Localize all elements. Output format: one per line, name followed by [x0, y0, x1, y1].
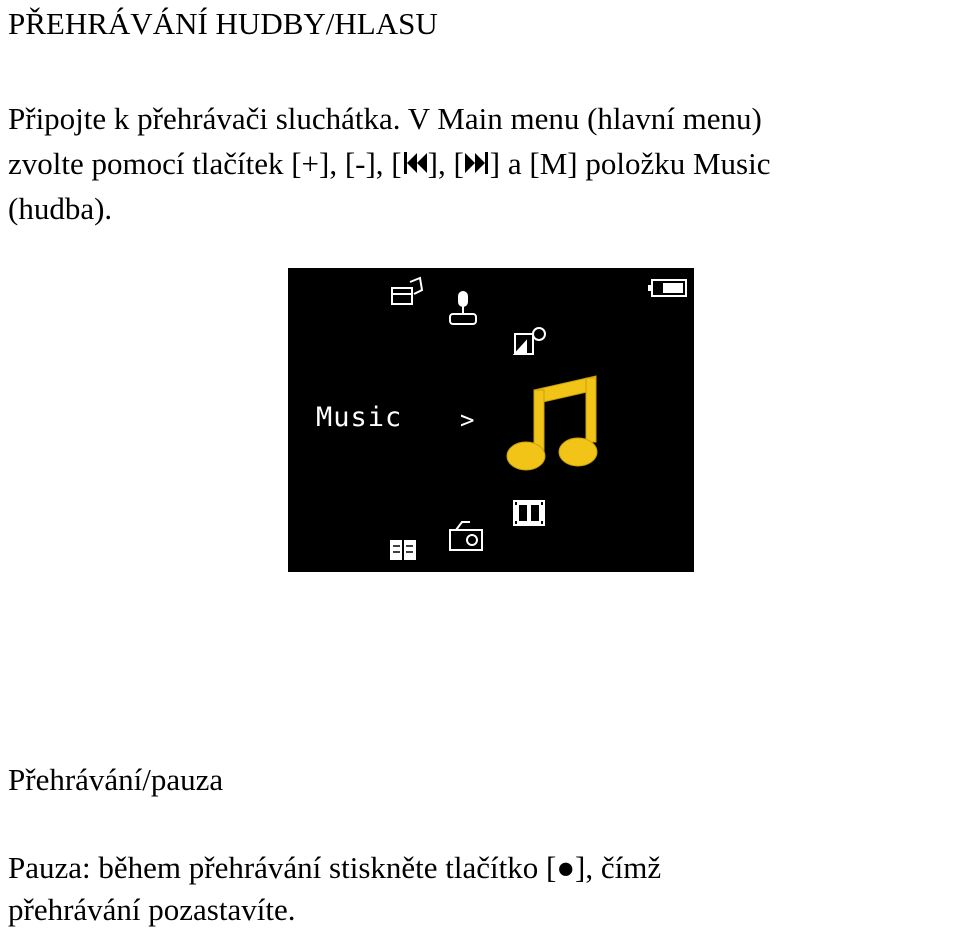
pause-paragraph — [8, 847, 953, 931]
chevron-right-icon: > — [460, 406, 475, 434]
camera-icon — [450, 522, 482, 550]
music-note-icon — [507, 376, 597, 470]
intro-line-2-text-a: zvolte pomocí tlačítek [+], [-], [ — [8, 146, 402, 181]
pause-line-1: Pauza: během přehrávání stiskněte tlačítko [●], čímž — [8, 850, 662, 885]
settings-icon — [515, 328, 545, 354]
ebook-icon — [390, 540, 416, 560]
intro-paragraph — [8, 96, 953, 231]
section-heading: PŘEHRÁVÁNÍ HUDBY/HLASU — [8, 6, 438, 41]
battery-icon — [648, 280, 686, 296]
intro-line-2 — [8, 141, 953, 186]
video-icon — [513, 500, 545, 526]
folder-icon — [392, 278, 422, 304]
previous-track-icon — [402, 149, 428, 177]
screen-menu-label: Music — [316, 402, 403, 433]
device-screen — [288, 268, 694, 572]
next-track-icon — [464, 149, 490, 177]
intro-line-2-text-c: ] a [M] položku Music — [489, 146, 771, 181]
playback-subheading: Přehrávání/pauza — [8, 762, 224, 797]
pause-line-2: přehrávání pozastavíte. — [8, 892, 296, 927]
intro-line-3: (hudba). — [8, 191, 113, 226]
intro-line-2-text-b: ], [ — [427, 146, 464, 181]
microphone-icon — [450, 292, 476, 324]
intro-line-1: Připojte k přehrávači sluchátka. V Main menu (hlavní menu) — [8, 101, 762, 136]
